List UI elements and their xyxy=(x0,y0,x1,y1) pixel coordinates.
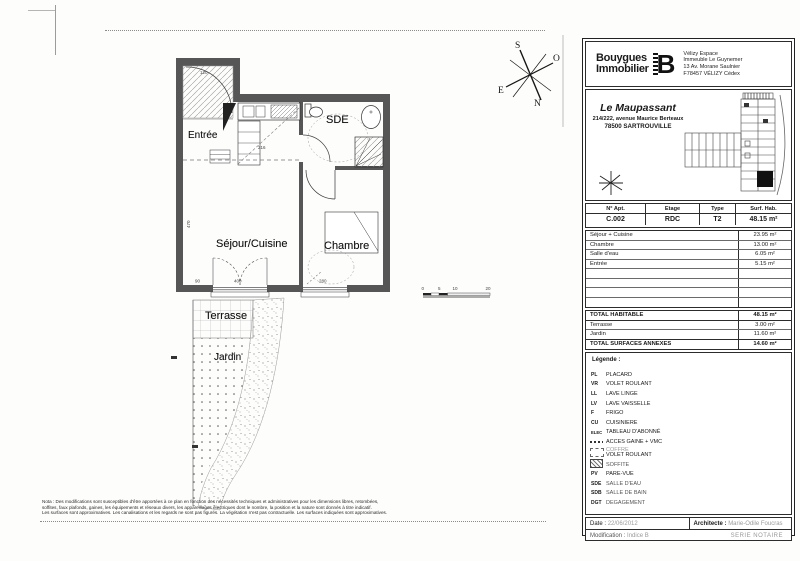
compass-west-label: O xyxy=(553,54,560,64)
legend-item: F FRIGO xyxy=(591,410,624,417)
table-row: Terrasse 3.00 m² xyxy=(586,321,791,331)
legend-item: ELEC TABLEAU D'ABONNÉ xyxy=(591,429,661,436)
sde-door-arc xyxy=(303,135,330,162)
project-street: 214/222, avenue Maurice Berteaux xyxy=(592,116,684,122)
title-block-panel xyxy=(582,38,795,539)
room-label-chambre: Chambre xyxy=(324,240,370,252)
modification-label: Modification : xyxy=(590,532,626,539)
architect-label: Architecte : xyxy=(693,520,727,527)
apt-surface: 48.15 m² xyxy=(749,216,778,223)
table-row: Salle d'eau 6.05 m² xyxy=(586,250,791,260)
logo-section xyxy=(585,41,792,87)
bedroom-window xyxy=(301,271,349,297)
legend-item: DGT DEGAGEMENT xyxy=(591,499,646,506)
col-header-etage: Etage xyxy=(646,204,700,214)
legend-item-soffite: SOFFITE xyxy=(586,460,791,470)
totals-table xyxy=(585,310,792,350)
apartment-table xyxy=(585,203,792,228)
date-value: 22/06/2012 xyxy=(607,520,638,527)
apt-etage: RDC xyxy=(646,214,700,225)
legend-item-coffre: COFFRE VOLET ROULANT xyxy=(586,447,791,460)
boundary-tick-2 xyxy=(192,445,198,448)
compass-rose xyxy=(498,41,560,109)
entry-door-leaf xyxy=(223,103,236,131)
table-row: Jardin 11.60 m² xyxy=(586,330,791,340)
svg-text:10: 10 xyxy=(452,286,458,291)
room-label-sde: SDE xyxy=(326,114,349,126)
project-city: 78500 SARTROUVILLE xyxy=(604,123,672,130)
total-annexes-row: TOTAL SURFACES ANNEXES 14.60 m² xyxy=(586,340,791,350)
table-row-empty xyxy=(586,298,791,308)
serie-stamp: SERIE NOTAIRE xyxy=(730,532,783,539)
compass-east-label: E xyxy=(498,86,504,96)
compass-north-label: N xyxy=(534,99,541,109)
legend-item: CU CUISINIERE xyxy=(591,419,638,426)
footer-section xyxy=(585,517,792,541)
legend-section xyxy=(585,352,792,515)
footer-row-modification xyxy=(586,530,791,541)
bouygues-logo-mark: B xyxy=(653,53,676,75)
svg-text:20: 20 xyxy=(485,286,491,291)
boundary-tick-1 xyxy=(171,356,177,359)
table-row-empty xyxy=(586,279,791,289)
table-row: Séjour + Cuisine 23.95 m² xyxy=(586,231,791,241)
svg-text:400: 400 xyxy=(234,278,242,284)
footnote-line-2: soffites, faux plafonds, gaines, les équipements et réseaux divers, les appareillages électriques dont le nombre, la position et la nature sont donnés à titre indicatif. xyxy=(42,504,372,510)
compass-south-label: S xyxy=(515,41,521,51)
site-compass-icon xyxy=(598,170,624,196)
col-header-type: Type xyxy=(700,204,736,214)
room-label-terrasse: Terrasse xyxy=(205,310,248,322)
svg-text:120: 120 xyxy=(200,70,208,75)
legend-item: LV LAVE VAISSELLE xyxy=(591,400,651,407)
legend-item: LL LAVE LINGE xyxy=(591,390,638,397)
coffre-dashed-box-icon xyxy=(590,448,604,457)
modification-value: Indice B xyxy=(627,532,649,539)
room-label-entree: Entrée xyxy=(188,130,218,141)
table-row-empty xyxy=(586,288,791,298)
svg-text:280: 280 xyxy=(319,278,327,284)
project-section xyxy=(585,89,792,201)
footnote-line-3: Les surfaces sont approximatives. Les canalisations et les regards ne sont pas figurés. La végétation n'est pas contractuelle. Les surfaces indiquées sont approximatives. xyxy=(42,510,388,516)
footnote-line-1: Nota : Des modifications sont susceptibles d'être apportées à ce plan en fonction des nécessités techniques et administratives pour les dimensions libres, retombées, xyxy=(42,499,379,504)
sejour-french-door xyxy=(211,258,269,297)
legend-item: PL PLACARD xyxy=(591,371,632,378)
apt-type: T2 xyxy=(700,214,736,225)
svg-text:90: 90 xyxy=(195,278,201,284)
footnote xyxy=(42,499,547,516)
table-row: Chambre 13.00 m² xyxy=(586,241,791,251)
legend-item: SDE SALLE D'EAU xyxy=(591,480,641,487)
room-label-jardin: Jardin xyxy=(214,352,242,363)
site-plan xyxy=(683,91,789,199)
gaine-line-icon xyxy=(590,441,603,443)
entry-vestibule xyxy=(183,66,236,131)
apt-number: C.002 xyxy=(586,214,646,225)
svg-text:0: 0 xyxy=(421,286,425,291)
legend-title: Légende : xyxy=(592,357,621,363)
col-header-surf: Surf. Hab. xyxy=(736,204,791,214)
total-habitable-row: TOTAL HABITABLE 48.15 m² xyxy=(586,311,791,321)
legend-item-gaine: ACCES GAINE + VMC xyxy=(586,437,791,447)
legend-item: VR VOLET ROULANT xyxy=(591,381,652,388)
footer-row-date xyxy=(586,518,791,530)
table-row-empty xyxy=(586,269,791,279)
room-label-sejour: Séjour/Cuisine xyxy=(216,238,288,250)
legend-item: PV PARE-VUE xyxy=(591,471,634,478)
scanner-streak xyxy=(562,35,564,127)
svg-text:216: 216 xyxy=(258,145,266,150)
hatched-box-icon xyxy=(590,459,603,468)
svg-text:470: 470 xyxy=(186,220,191,228)
bouygues-logo-text: Bouygues Immobilier xyxy=(596,52,649,75)
architect-value: Marie-Odile Foucras xyxy=(728,520,783,527)
scale-bar xyxy=(422,286,492,297)
company-address: Vélizy Espace Immeuble Le Guynemer 13 Av. Morane Saulnier F78457 VÉLIZY Cédex xyxy=(683,50,743,77)
bedroom-turning-circle xyxy=(308,250,354,284)
date-label: Date : xyxy=(590,520,607,527)
project-name: Le Maupassant xyxy=(600,102,676,114)
col-header-apt: N° Apt. xyxy=(586,204,646,214)
svg-text:5: 5 xyxy=(438,286,441,291)
legend-item: SDB SALLE DE BAIN xyxy=(591,490,647,497)
table-row: Entrée 5.15 m² xyxy=(586,260,791,270)
rooms-table xyxy=(585,230,792,308)
